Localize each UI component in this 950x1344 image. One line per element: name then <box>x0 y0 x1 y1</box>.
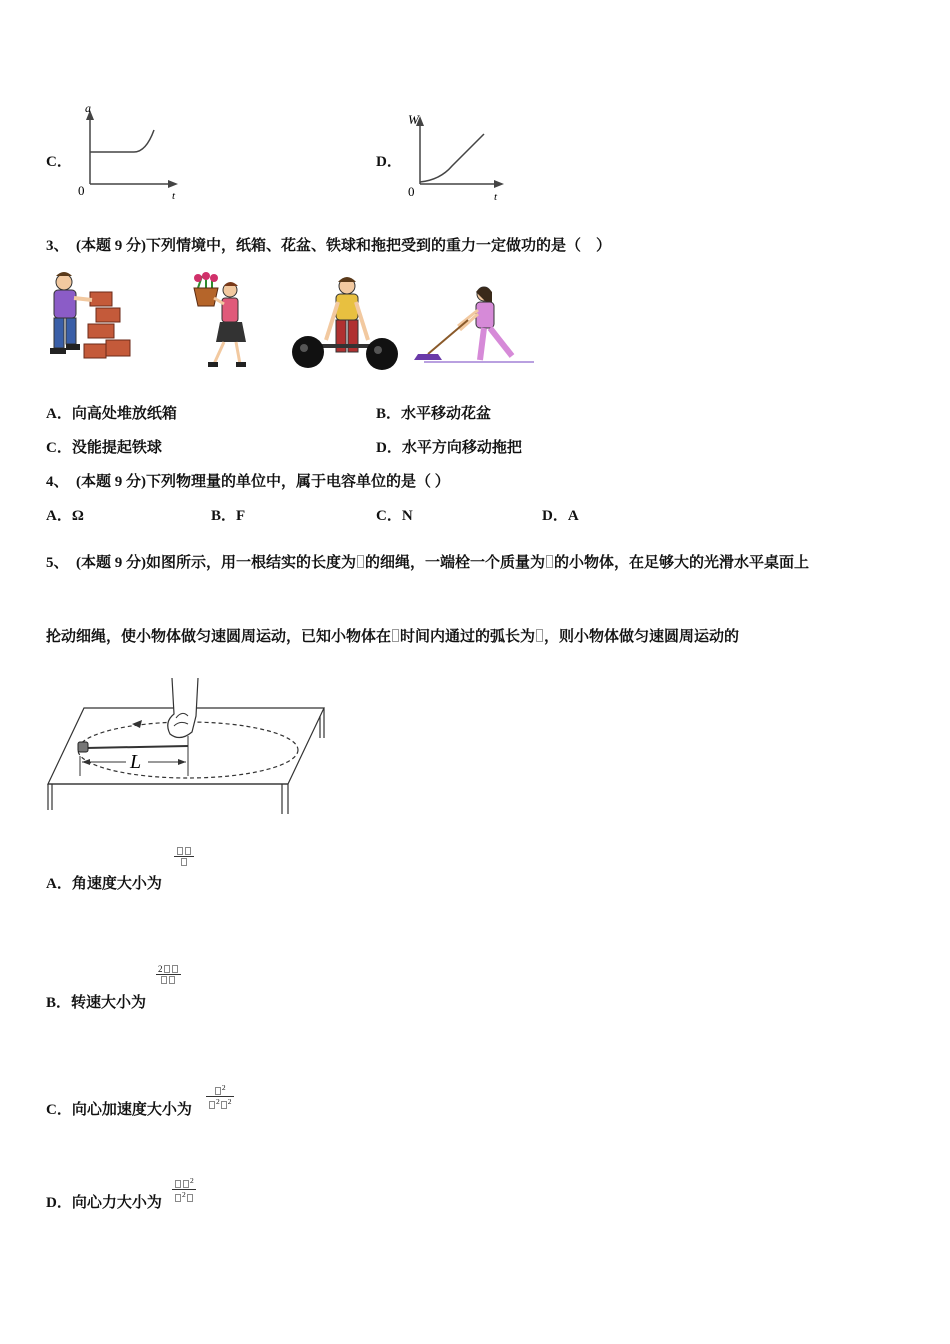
q4-option-c-text: N <box>401 508 413 524</box>
q2c-y-axis-label: a <box>85 101 91 115</box>
q3-option-d <box>376 438 522 458</box>
q4-option-a-label: A． <box>46 508 72 524</box>
q4-stem-text: 下列物理量的单位中，属于电容单位的是（ ） <box>146 474 450 490</box>
q5-missing-symbol-time <box>392 629 399 642</box>
q5-option-a-text: 角速度大小为 <box>71 876 162 892</box>
q5-option-d-text: 向心力大小为 <box>71 1195 162 1211</box>
q5-formula-d <box>172 1176 196 1203</box>
q2d-y-axis-label: W <box>408 112 419 127</box>
q3-option-d-label: D． <box>376 440 402 456</box>
q2d-x-axis-label: t <box>494 191 498 202</box>
q5-stem-line2 <box>46 627 739 647</box>
q5-formula-c-exponent-top: 2 <box>221 1083 226 1092</box>
q3-option-b <box>376 404 491 424</box>
q5-stem-2c: ，则小物体做匀速圆周运动的 <box>544 629 740 645</box>
q2-option-c-label: C． <box>46 154 72 170</box>
q3-stem-text: 下列情境中，纸箱、花盆、铁球和拖把受到的重力一定做功的是（ ） <box>146 238 612 254</box>
q2-graph-c <box>72 98 182 202</box>
q5-option-c-text: 向心加速度大小为 <box>71 1102 192 1118</box>
q5-option-c <box>46 1100 192 1120</box>
q5-formula-c-exponent-mid: 2 <box>216 1097 220 1106</box>
q5-stem-line1 <box>46 553 809 573</box>
q4-option-d-label: D． <box>542 508 568 524</box>
q4-meta: (本题 9 分) <box>76 474 147 490</box>
q3-option-a-text: 向高处堆放纸箱 <box>71 406 177 422</box>
q5-option-b-label: B． <box>46 995 72 1011</box>
q2c-x-axis-label: t <box>172 190 176 202</box>
q5-stem-1c: 的小物体，在足够大的光滑水平桌面上 <box>554 555 810 571</box>
q5-formula-d-exponent-bottom: 2 <box>182 1190 186 1199</box>
q5-stem-2a: 抡动细绳，使小物体做匀速圆周运动，已知小物体在 <box>46 629 392 645</box>
q4-stem <box>46 472 450 492</box>
q5-option-a-label: A． <box>46 876 72 892</box>
q2d-origin-label: 0 <box>408 184 415 199</box>
q4-number: 4、 <box>46 474 69 490</box>
q4-option-c-label: C． <box>376 508 402 524</box>
q3-option-c-text: 没能提起铁球 <box>71 440 162 456</box>
q5-option-c-label: C． <box>46 1102 72 1118</box>
q3-image-lifting-iron-balls <box>292 274 402 374</box>
q5-option-a <box>46 874 162 894</box>
q3-option-c <box>46 438 162 458</box>
q5-formula-c-exponent-bottom: 2 <box>227 1097 232 1106</box>
q5-formula-c <box>206 1083 234 1110</box>
q3-image-stacking-boxes <box>46 270 136 370</box>
q3-option-a <box>46 404 177 424</box>
q5-option-b <box>46 993 146 1013</box>
q2-option-d-label: D． <box>376 154 402 170</box>
q5-stem-2b: 时间内通过的弧长为 <box>400 629 536 645</box>
q3-stem <box>46 236 611 256</box>
q3-meta: (本题 9 分) <box>76 238 147 254</box>
q5-formula-b <box>156 964 181 985</box>
q3-option-b-text: 水平移动花盆 <box>401 406 492 422</box>
q5-missing-symbol-mass <box>546 555 553 568</box>
q5-option-d-label: D． <box>46 1195 72 1211</box>
q5-figure-length-label: L <box>130 751 142 773</box>
q4-option-b-label: B． <box>211 508 237 524</box>
q4-option-d <box>542 506 579 526</box>
q5-meta: (本题 9 分) <box>76 555 147 571</box>
q3-option-c-label: C． <box>46 440 72 456</box>
q2-graph-d <box>400 108 510 202</box>
q4-option-d-text: A <box>567 508 579 524</box>
q4-option-a <box>46 506 84 526</box>
q3-image-mopping-floor <box>414 284 538 374</box>
q5-number: 5、 <box>46 555 69 571</box>
q5-stem-1b: 的细绳，一端栓一个质量为 <box>365 555 546 571</box>
q3-option-b-label: B． <box>376 406 402 422</box>
q3-option-d-text: 水平方向移动拖把 <box>401 440 522 456</box>
q5-stem-1a: 如图所示，用一根结实的长度为 <box>146 555 357 571</box>
q5-missing-symbol-length <box>357 555 364 568</box>
q4-option-c <box>376 506 413 526</box>
q4-option-b <box>211 506 245 526</box>
q5-formula-d-exponent-top: 2 <box>190 1176 194 1185</box>
q5-missing-symbol-arc <box>536 629 543 642</box>
q4-option-b-text: F <box>236 508 246 524</box>
q2c-origin-label: 0 <box>78 183 85 198</box>
q5-formula-a <box>174 846 194 867</box>
q5-figure-circular-motion <box>46 676 330 818</box>
q3-number: 3、 <box>46 238 69 254</box>
q4-option-a-text: Ω <box>71 508 84 524</box>
q5-option-d <box>46 1193 162 1213</box>
q3-option-a-label: A． <box>46 406 72 422</box>
q3-image-carrying-flowerpot <box>184 272 254 372</box>
q5-option-b-text: 转速大小为 <box>71 995 147 1011</box>
q5-formula-b-coefficient: 2 <box>158 964 163 974</box>
